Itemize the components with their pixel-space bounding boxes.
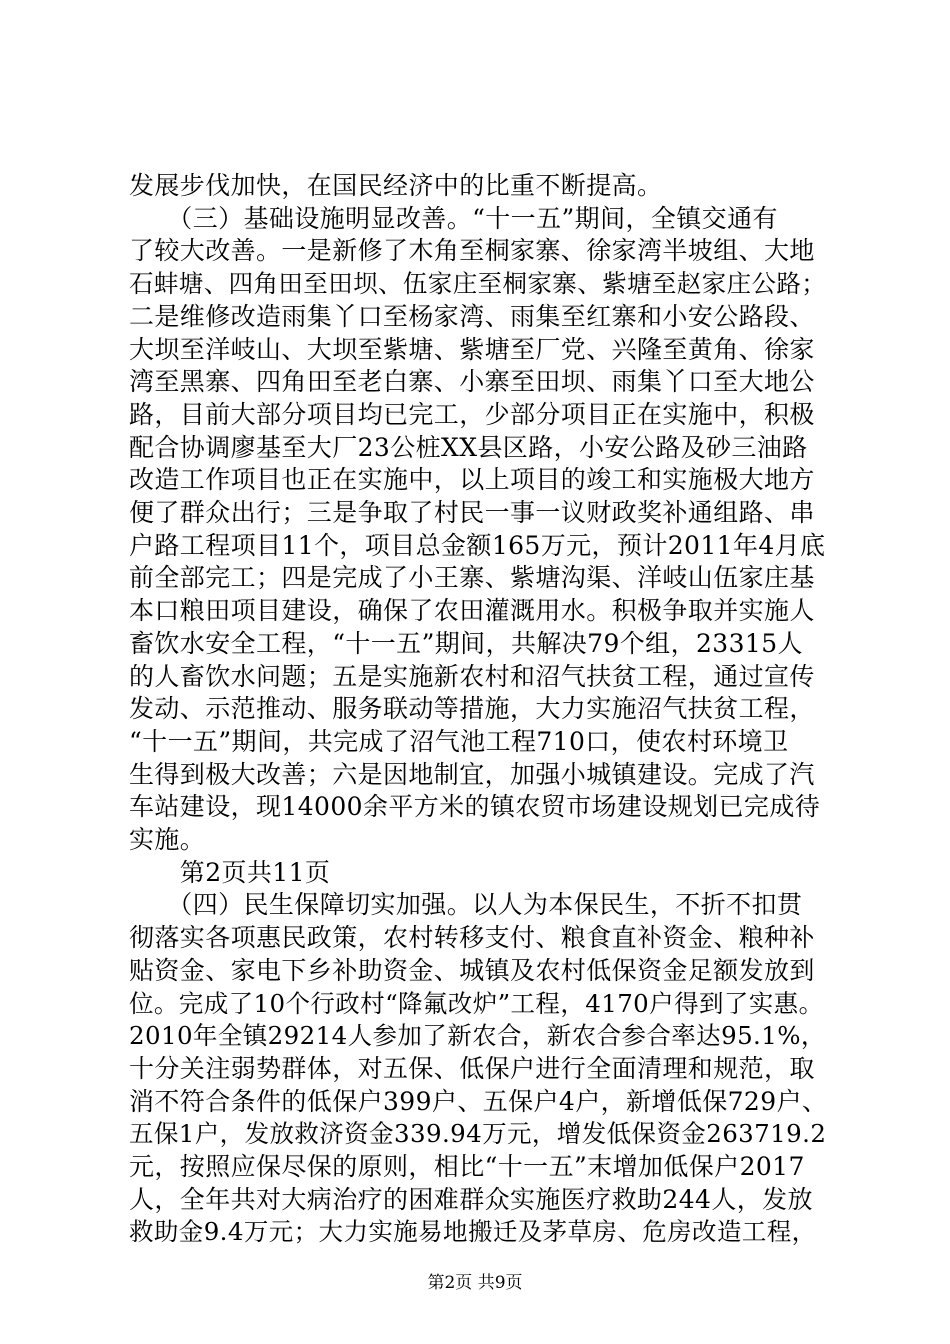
text-line: 湾至黑寨、四角田至老白寨、小寨至田坝、雨集丫口至大地公 — [129, 367, 815, 397]
text-line: 五保1户，发放救济资金339.94万元，增发低保资金263719.2 — [129, 1119, 827, 1149]
text-line: 大坝至洋岐山、大坝至紫塘、紫塘至厂党、兴隆至黄角、徐家 — [129, 334, 815, 364]
text-line: 彻落实各项惠民政策，农村转移支付、粮食直补资金、粮种补 — [129, 923, 815, 953]
text-line: 2010年全镇29214人参加了新农合，新农合参合率达95.1%， — [129, 1021, 826, 1051]
text-line: 二是维修改造雨集丫口至杨家湾、雨集至红寨和小安公路段、 — [129, 301, 815, 331]
text-line: （三）基础设施明显改善。“十一五”期间，全镇交通有 — [129, 203, 778, 233]
text-line: 户路工程项目11个，项目总金额165万元，预计2011年4月底 — [129, 530, 826, 560]
text-line: 位。完成了10个行政村“降氟改炉”工程，4170户得到了实惠。 — [129, 988, 824, 1018]
text-line: （四）民生保障切实加强。以人为本保民生，不折不扣贯 — [129, 890, 803, 920]
text-line: 十分关注弱势群体，对五保、低保户进行全面清理和规范，取 — [129, 1053, 815, 1083]
text-line: 人，全年共对大病治疗的困难群众实施医疗救助244人，发放 — [129, 1184, 813, 1214]
text-line: 消不符合条件的低保户399户、五保户4户，新增低保729户、 — [129, 1086, 828, 1116]
text-line: 发动、示范推动、服务联动等措施，大力实施沼气扶贫工程， — [129, 694, 815, 724]
text-line: 了较大改善。一是新修了木角至桐家寨、徐家湾半坡组、大地 — [129, 236, 815, 266]
text-line: 畜饮水安全工程，“十一五”期间，共解决79个组，23315人 — [129, 628, 803, 658]
text-line: 石蚌塘、四角田至田坝、伍家庄至桐家寨、紫塘至赵家庄公路； — [129, 269, 827, 299]
text-line: 贴资金、家电下乡补助资金、城镇及农村低保资金足额发放到 — [129, 955, 815, 985]
text-line: 改造工作项目也正在实施中，以上项目的竣工和实施极大地方 — [129, 465, 815, 495]
text-line: 本口粮田项目建设，确保了农田灌溉用水。积极争取并实施人 — [129, 596, 815, 626]
text-line: 车站建设，现14000余平方米的镇农贸市场建设规划已完成待 — [129, 792, 821, 822]
text-line: 元，按照应保尽保的原则，相比“十一五”末增加低保户2017 — [129, 1152, 805, 1181]
text-line: 前全部完工；四是完成了小王寨、紫塘沟渠、洋岐山伍家庄基 — [129, 563, 815, 593]
text-line: 生得到极大改善；六是因地制宜，加强小城镇建设。完成了汽 — [129, 759, 815, 789]
text-line: 发展步伐加快，在国民经济中的比重不断提高。 — [129, 171, 663, 200]
page-footer: 第2页 共9页 — [427, 1273, 523, 1293]
text-line: 的人畜饮水问题；五是实施新农村和沼气扶贫工程，通过宣传 — [129, 661, 815, 691]
text-line: “十一五”期间，共完成了沼气池工程710口，使农村环境卫 — [129, 726, 789, 756]
text-line: 实施。 — [129, 825, 206, 854]
text-line: 路，目前大部分项目均已完工，少部分项目正在实施中，积极 — [129, 399, 815, 429]
text-line: 救助金9.4万元；大力实施易地搬迁及茅草房、危房改造工程， — [129, 1217, 817, 1247]
text-line: 便了群众出行；三是争取了村民一事一议财政奖补通组路、串 — [129, 498, 815, 527]
text-line: 配合协调廖基至大厂23公桩XX县区路，小安公路及砂三油路 — [129, 432, 808, 462]
text-line: 第2页共11页 — [129, 857, 331, 887]
